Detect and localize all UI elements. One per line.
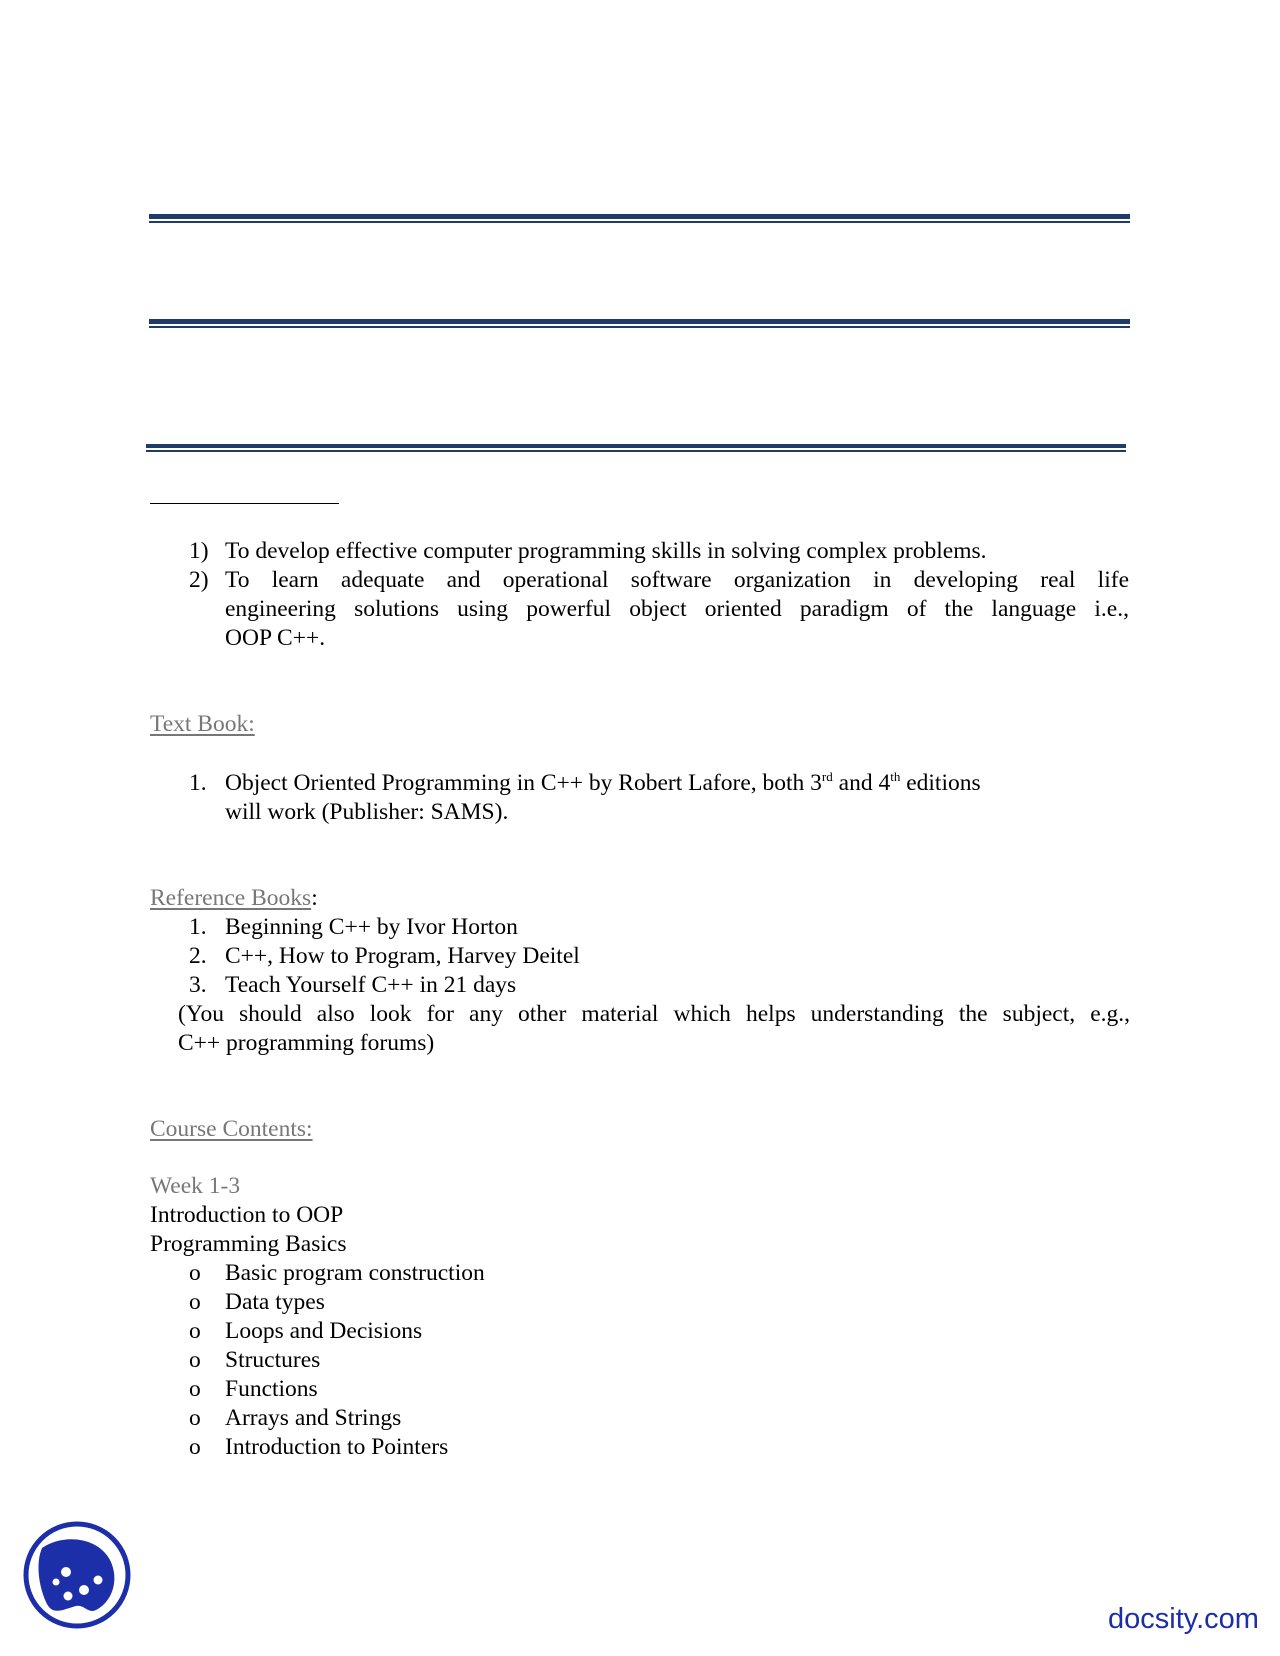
reference-note-line-2: C++ programming forums) [178,1030,435,1056]
reference-2-number: 2. [189,943,207,969]
subtopic-7: Introduction to Pointers [225,1434,449,1460]
subtopic-3-bullet: o [189,1318,201,1344]
subtopic-5: Functions [225,1376,318,1402]
topic-1: Introduction to OOP [150,1202,344,1228]
text-book-1-number: 1. [189,770,207,796]
header-rule-2 [149,319,1130,328]
subtopic-5-bullet: o [189,1376,201,1402]
text-book-1-line-1: Object Oriented Programming in C++ by Robert Lafore, both 3rd and 4th editions [225,769,981,796]
reference-3-number: 3. [189,972,207,998]
subtopic-1-bullet: o [189,1260,201,1286]
reference-2-text: C++, How to Program, Harvey Deitel [225,943,580,969]
subtopic-7-bullet: o [189,1434,201,1460]
reference-1-text: Beginning C++ by Ivor Horton [225,914,518,940]
reference-1-number: 1. [189,914,207,940]
subtopic-3: Loops and Decisions [225,1318,423,1344]
course-contents-heading: Course Contents: [150,1116,313,1142]
text-book-heading: Text Book: [150,711,255,737]
objective-2-line-3: OOP C++. [225,625,326,651]
header-rule-1 [149,214,1130,223]
reference-3-text: Teach Yourself C++ in 21 days [225,972,517,998]
docsity-brand-link[interactable]: docsity.com [1108,1603,1259,1635]
header-rule-3 [146,444,1126,452]
objective-1-number: 1) [189,538,209,564]
week-label: Week 1-3 [150,1173,241,1199]
docsity-logo-icon[interactable] [22,1520,132,1630]
objective-2-number: 2) [189,567,209,593]
subtopic-6: Arrays and Strings [225,1405,402,1431]
objective-2-line-1: To learn adequate and operational software organization in developing real life [225,567,1129,593]
subtopic-1: Basic program construction [225,1260,485,1286]
reference-books-heading-line: Reference Books: [150,885,318,911]
subtopic-4-bullet: o [189,1347,201,1373]
text-book-1-line-2: will work (Publisher: SAMS). [225,799,509,825]
subtopic-6-bullet: o [189,1405,201,1431]
subtopic-2-bullet: o [189,1289,201,1315]
section-underline [150,503,339,504]
objective-2-line-2: engineering solutions using powerful object oriented paradigm of the language i.e., [225,596,1129,622]
objective-1-text: To develop effective computer programming skills in solving complex problems. [225,538,987,564]
subtopic-4: Structures [225,1347,321,1373]
topic-2: Programming Basics [150,1231,347,1257]
reference-note-line-1: (You should also look for any other material which helps understanding the subject, e.g., [178,1001,1130,1027]
subtopic-2: Data types [225,1289,325,1315]
reference-books-heading: Reference Books [150,885,312,911]
